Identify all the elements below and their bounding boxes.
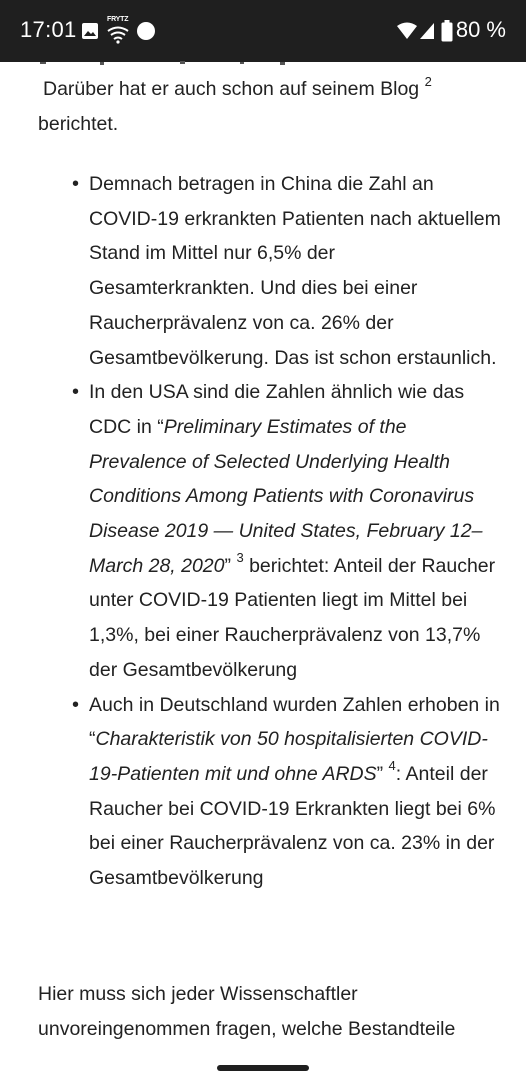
intro-paragraph [38, 72, 508, 141]
battery-icon [441, 20, 453, 42]
bullet-2-close-quote: ” [224, 554, 232, 577]
bullet-2-pre: In den USA sind die Zahlen ähnlich wie das CDC in “ [89, 381, 465, 438]
bullet-2-post: berichtet: Anteil der Raucher unter COVID-19 Patienten liegt im Mittel bei 1,3%, bei einer Raucherprävalenz von 13,7% der Gesamtbevölkerung [89, 554, 496, 681]
notification-dot-icon [136, 21, 156, 41]
navigation-bar [0, 1058, 526, 1080]
carrier-badge-text: FRYTZ [107, 16, 129, 23]
footnote-ref-2[interactable]: 2 [424, 73, 432, 89]
bullet-1-text: Demnach betragen in China die Zahl an COVID-19 erkrankten Patienten nach aktuellem Stand im Mittel nur 6,5% der Gesamterkrankten. Und dies bei einer Raucherprävalenz von ca. 26% der Gesamtbevölkerung. Das ist schon erstaunlich. [89, 173, 501, 369]
bullet-list [0, 167, 526, 896]
battery-percentage: 80 % [455, 17, 506, 42]
signal-icon [419, 22, 435, 40]
home-gesture-handle[interactable] [217, 1065, 309, 1071]
footnote-ref-3[interactable]: 3 [236, 550, 244, 566]
status-time: 17:01 [20, 17, 77, 42]
bullet-3-post: : Anteil der Raucher bei COVID-19 Erkrankten liegt bei 6% bei einer Raucherprävalenz von ca. 23% in der Gesamtbevölkerung [89, 762, 496, 890]
outro-text: Hier muss sich jeder Wissenschaftler unvoreingenommen fragen, welche Bestandteile [38, 983, 456, 1040]
outro-paragraph [38, 977, 488, 1046]
bullet-3-close-quote: ” [376, 762, 384, 785]
bullet-2-source-title: Preliminary Estimates of the Prevalence of Selected Underlying Health Conditions Among Patients with Coronavirus Disease 2019 — United States, February 12–March 28, 2020 [89, 415, 483, 577]
list-item [0, 688, 526, 896]
list-item [0, 167, 526, 375]
intro-line-1: Darüber hat er auch schon auf seinem Blog [43, 78, 420, 100]
list-item [0, 375, 526, 687]
cut-off-text-fragment [40, 40, 370, 70]
carrier-wifi-icon [107, 16, 129, 42]
footnote-ref-4[interactable]: 4 [388, 758, 396, 774]
intro-line-2: berichtet. [38, 112, 119, 135]
article-content [0, 62, 526, 1080]
bullet-3-source-title: Charakteristik von 50 hospitalisierten COVID-19-Patienten mit und ohne ARDS [89, 728, 488, 785]
wifi-icon [396, 22, 418, 40]
image-notification-icon [82, 23, 98, 39]
bullet-3-pre: Auch in Deutschland wurden Zahlen erhoben in “ [89, 693, 500, 751]
